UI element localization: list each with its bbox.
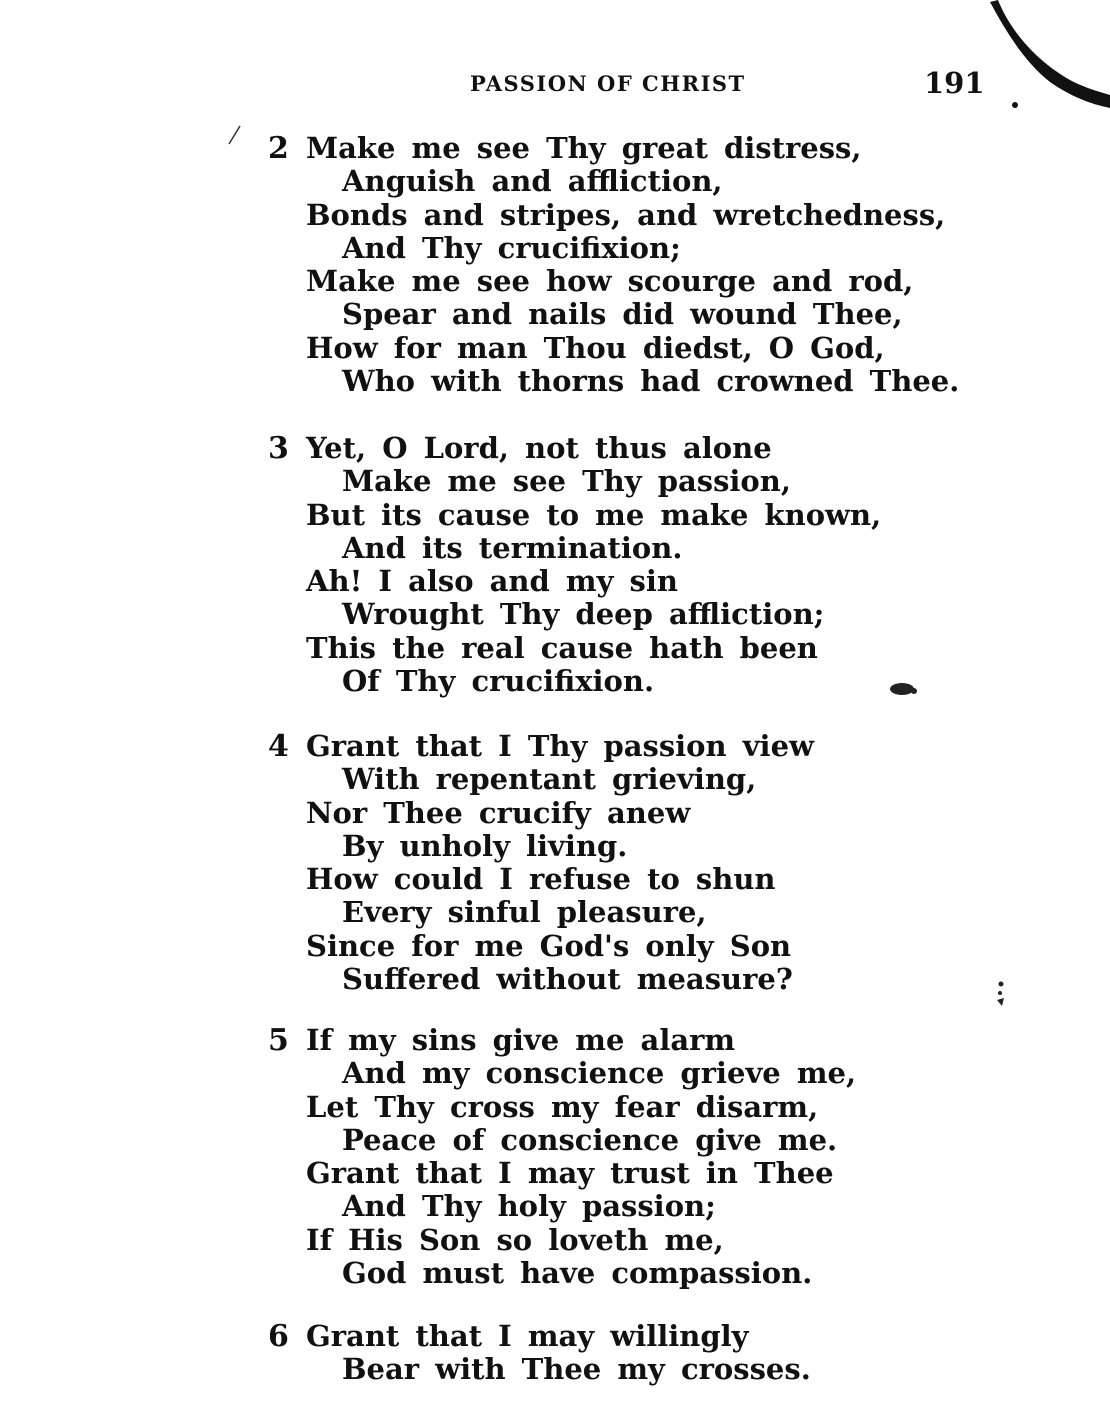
verse-line: Peace of conscience give me. — [342, 1122, 838, 1157]
stanza-number: 6 — [268, 1319, 289, 1354]
stanza-number: 3 — [268, 431, 289, 466]
verse-line: Yet, O Lord, not thus alone — [306, 431, 772, 465]
stanza-number: 2 — [268, 131, 289, 166]
verse-line: If His Son so loveth me, — [306, 1222, 724, 1257]
stanza-lines — [0, 1320, 1110, 1387]
stanza-number: 4 — [268, 729, 289, 764]
verse-line: Suffered without measure? — [342, 962, 793, 997]
verse-line: And its termination. — [342, 530, 683, 565]
stanza-number: 5 — [268, 1023, 289, 1058]
verse-line: Of Thy crucifixion. — [342, 664, 655, 699]
verse-line: God must have compassion. — [342, 1256, 813, 1291]
verse-line: Nor Thee crucify anew — [306, 795, 691, 830]
verse-line: Every sinful pleasure, — [342, 895, 707, 930]
scan-edge-mark — [990, 0, 1110, 115]
verse-line: By unholy living. — [342, 828, 628, 863]
verse-line: This the real cause hath been — [306, 630, 818, 665]
verse-line: If my sins give me alarm — [306, 1023, 736, 1057]
page-number: 191 — [924, 66, 985, 100]
verse-line: Make me see Thy great distress, — [306, 131, 862, 165]
verse-line: And my conscience grieve me, — [342, 1056, 857, 1091]
verse-line: Ah! I also and my sin — [306, 564, 678, 599]
verse-line: And Thy crucifixion; — [342, 230, 681, 265]
stanza-lines — [0, 1024, 1110, 1290]
verse-line: Grant that I may willingly — [306, 1319, 749, 1353]
verse-line: Anguish and affliction, — [342, 164, 723, 199]
verse-line: Grant that I Thy passion view — [306, 729, 814, 763]
verse-line: Since for me God's only Son — [306, 928, 792, 963]
ink-dot — [1010, 100, 1020, 110]
verse-line: But its cause to me make known, — [306, 497, 882, 532]
verse-line: Bonds and stripes, and wretchedness, — [306, 197, 946, 232]
stanza-lines — [0, 432, 1110, 698]
verse-line: Let Thy cross my fear disarm, — [306, 1089, 819, 1124]
verse-line: Make me see Thy passion, — [342, 464, 791, 499]
stanza-lines — [0, 132, 1110, 398]
running-title: PASSION OF CHRIST — [470, 71, 746, 96]
stanza-lines — [0, 730, 1110, 996]
verse-line: Grant that I may trust in Thee — [306, 1156, 834, 1191]
verse-line: Make me see how scourge and rod, — [306, 264, 914, 299]
verse-line: Wrought Thy deep affliction; — [342, 597, 825, 632]
verse-line: With repentant grieving, — [342, 762, 757, 797]
verse-line: And Thy holy passion; — [342, 1189, 716, 1224]
verse-line: How for man Thou diedst, O God, — [306, 330, 885, 365]
verse-line: Bear with Thee my crosses. — [342, 1352, 811, 1387]
verse-line: How could I refuse to shun — [306, 862, 776, 897]
verse-line: Spear and nails did wound Thee, — [342, 297, 903, 332]
verse-line: Who with thorns had crowned Thee. — [342, 364, 960, 399]
